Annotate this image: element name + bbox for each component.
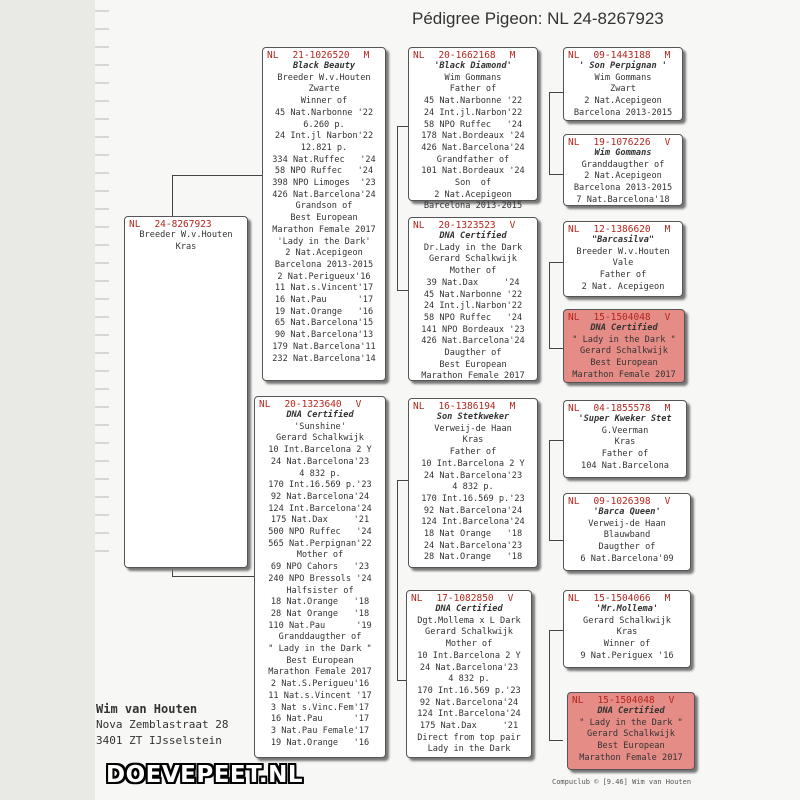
card-info-line: 7 Nat.Barcelona'18 [576, 194, 670, 205]
card-info-line: 24 Int.jl.Narbon'22 [423, 107, 523, 118]
ring-number: 20-1323523 [438, 220, 496, 231]
card-info-line: Gerard Schalkwijk [580, 346, 668, 357]
card-info-line: Gerard Schalkwijk [583, 615, 671, 626]
sex-marker: V [668, 695, 675, 706]
country-code: NL [568, 403, 580, 414]
card-info-line: G.Veerman [601, 425, 649, 436]
card-info-line: Barcelona 2013-2015 [573, 107, 673, 118]
card-info-line: 92 Nat.Barcelona'24 [270, 491, 370, 502]
card-info-line: Kras [462, 435, 484, 446]
country-code: NL [572, 695, 584, 706]
card-info-line: Halfsister of [286, 585, 354, 596]
owner-city: 3401 ZT IJsselstein [96, 734, 222, 747]
card-header [568, 403, 682, 414]
sex-marker: V [664, 496, 671, 507]
owner-street: Nova Zemblastraat 28 [96, 718, 229, 731]
card-info-line: 18 Nat.Orange '18 [270, 597, 370, 608]
sex-marker: V [507, 593, 514, 604]
card-info-line: 28 Nat Orange '18 [270, 608, 370, 619]
card-info-line: Kras [614, 437, 636, 448]
card-name-line: 'Black Diamond' [434, 61, 512, 71]
card-info-line: Father of [601, 449, 649, 460]
card-info-line: Direct from top pair [417, 732, 521, 743]
card-info-line: Best European [439, 359, 507, 370]
pedigree-card-sire-dam [408, 217, 538, 381]
card-info-line: 124 Int.Barcelona'24 [268, 503, 372, 514]
connector [549, 740, 563, 741]
card-info-line: " Lady in the Dark " [572, 334, 676, 345]
card-info-line: 10 Int.Barcelona 2 Y [417, 650, 521, 661]
card-header [129, 219, 243, 230]
owner-address [96, 701, 228, 749]
card-info-line: 24 Int.jl.Narbon'22 [423, 301, 523, 312]
connector [549, 540, 563, 541]
connector [549, 630, 563, 631]
card-info-line: 4 832 p. [448, 674, 490, 685]
card-info-line: 69 NPO Cahors '23 [270, 562, 370, 573]
card-info-line: 45 Nat.Narbonne '22 [274, 107, 374, 118]
card-info-line: 426 Nat.Barcelona'24 [421, 142, 525, 153]
card-info-line: Zwart [610, 84, 636, 95]
card-info-line: " Lady in the Dark " [268, 644, 372, 655]
card-info-line: 179 Nat.Barcelona'11 [272, 341, 376, 352]
pedigree-card-dds [563, 590, 691, 668]
card-info-line: 58 NPO Ruffec '24 [274, 166, 374, 177]
card-info-line: Marathon Female 2017 [572, 369, 676, 380]
pedigree-card-dsd [563, 493, 691, 571]
connector [172, 568, 173, 576]
card-info-line: 104 Nat.Barcelona [581, 460, 669, 471]
card-info-line: 'Lady in the Dark' [277, 236, 371, 247]
connector [549, 348, 563, 349]
card-info-line: 2 Nat.S.Perigueu'16 [270, 679, 370, 690]
connector [549, 262, 550, 348]
card-info-line: Gerard Schalkwijk [425, 627, 513, 638]
card-name-line: DNA Certified [590, 323, 658, 333]
card-info-line: Marathon Female 2017 [272, 224, 376, 235]
card-info-line: 170 Int.16.569 p.'23 [421, 493, 525, 504]
card-info-line: 4 832 p. [452, 482, 494, 493]
ring-number: 09-1443188 [593, 50, 651, 61]
country-code: NL [568, 593, 580, 604]
card-info-line: 2 Nat.Acepigeon [285, 248, 363, 259]
connector [549, 440, 563, 441]
ring-number: 20-1323640 [284, 399, 342, 410]
card-name-line: "Barcasilva" [591, 235, 655, 245]
card-info-line: Gerard Schalkwijk [429, 254, 517, 265]
pedigree-card-dss [563, 400, 687, 478]
country-code: NL [568, 224, 580, 235]
country-code: NL [259, 399, 271, 410]
country-code: NL [568, 50, 580, 61]
card-info-line: 2 Nat.Acepigeon [584, 96, 662, 107]
card-info-line: Best European [597, 741, 665, 752]
card-info-line: 10 Int.Barcelona 2 Y [268, 445, 372, 456]
card-info-line: Winner of [603, 639, 651, 650]
ring-number: 17-1082850 [436, 593, 494, 604]
pedigree-card-sire [262, 47, 386, 381]
sex-marker: V [664, 312, 671, 323]
card-header [572, 695, 690, 706]
card-info-line: 9 Nat.Periguex '16 [580, 650, 674, 661]
card-info-line: 45 Nat.Narbonne '22 [423, 96, 523, 107]
card-header [267, 50, 381, 61]
connector [549, 630, 550, 740]
card-info-line: 110 Nat.Pau '19 [268, 620, 372, 631]
card-info-line: 11 Nat.s.Vincent'17 [274, 283, 374, 294]
card-info-line: Grandson of [295, 201, 353, 212]
card-info-line: Winner of [300, 96, 348, 107]
card-name-line: Black Beauty [292, 61, 356, 71]
footer-credit: Compuclub © [9.46] Wim van Houten [552, 778, 692, 786]
connector [172, 175, 262, 176]
card-info-line: 6.260 p. [303, 119, 345, 130]
card-info-line: Lady in the Dark [427, 744, 511, 755]
sex-marker: V [509, 220, 516, 231]
card-info-line: Granddaugther of [278, 632, 362, 643]
card-info-line: Daugther of [444, 348, 502, 359]
ring-number: 15-1504048 [593, 312, 651, 323]
connector [549, 440, 550, 540]
card-info-line: Father of [599, 270, 647, 281]
card-info-line: Breeder W.v.Houten [139, 230, 233, 240]
card-info-line: 175 Nat.Dax '21 [270, 515, 370, 526]
card-info-line: 178 Nat.Bordeaux '24 [421, 131, 525, 142]
card-info-line: 45 Nat.Narbonne '22 [423, 289, 523, 300]
card-info-line: 10 Int.Barcelona 2 Y [421, 458, 525, 469]
ring-number: 16-1386194 [438, 401, 496, 412]
card-header [568, 496, 686, 507]
card-info-line: 426 Nat.Barcelona'24 [421, 336, 525, 347]
pedigree-card-dam-dam [406, 590, 532, 758]
pedigree-card-dam-sire [408, 398, 538, 568]
card-info-line: 101 Nat.Bordeaux '24 [421, 166, 525, 177]
card-header [413, 50, 533, 61]
country-code: NL [568, 312, 580, 323]
country-code: NL [267, 50, 279, 61]
connector [549, 174, 563, 175]
card-info-line: Granddaugther of [581, 159, 665, 170]
country-code: NL [413, 220, 425, 231]
card-info-line: 170 Int.16.569 p.'23 [417, 685, 521, 696]
card-name-line: DNA Certified [435, 604, 503, 614]
card-info-line: 24 Nat.Barcelona'23 [423, 470, 523, 481]
card-name-line: DNA Certified [439, 231, 507, 241]
ring-number: 04-1855578 [593, 403, 651, 414]
card-info-line: Gerard Schalkwijk [276, 433, 364, 444]
card-info-line: 398 NPO Limoges '23 [272, 178, 376, 189]
card-info-line: Daugther of [598, 542, 656, 553]
card-name-line: 'Barca Queen' [593, 507, 661, 517]
card-info-line: Marathon Female 2017 [268, 667, 372, 678]
ring-number: 24-8267923 [154, 219, 212, 230]
sex-marker: V [355, 399, 362, 410]
ring-number: 15-1504066 [593, 593, 651, 604]
card-info-line: 92 Nat.Barcelona'24 [419, 697, 519, 708]
card-info-line: Mother of [296, 550, 344, 561]
card-info-line: 2 Nat.Acepigeon [584, 171, 662, 182]
card-info-line: Best European [286, 655, 354, 666]
card-info-line: Father of [449, 447, 497, 458]
card-info-line: 175 Nat.Dax '21 [419, 721, 519, 732]
pedigree-card-sdd [563, 309, 685, 383]
connector [397, 126, 398, 290]
card-header [259, 399, 381, 410]
country-code: NL [411, 593, 423, 604]
card-name-line: 'Super Kweker Stet [578, 414, 672, 424]
connector [549, 92, 563, 93]
sex-marker: M [509, 50, 516, 61]
card-info-line: Verweij-de Haan [434, 423, 512, 434]
pedigree-card-ssd [563, 134, 683, 206]
card-info-line: Breeder W.v.Houten [277, 72, 371, 83]
card-info-line: 232 Nat.Barcelona'14 [272, 353, 376, 364]
country-code: NL [129, 219, 141, 230]
card-info-line: Blauwband [603, 530, 651, 541]
card-info-line: 24 Int.jl Narbon'22 [274, 131, 374, 142]
card-info-line: 3 Nat.Pau Female'17 [270, 725, 370, 736]
card-info-line: 92 Nat.Barcelona'24 [423, 505, 523, 516]
pedigree-card-sds [563, 221, 683, 297]
card-info-line: 565 Nat.Perpignan'22 [268, 538, 372, 549]
sex-marker: M [363, 50, 370, 61]
card-info-line: 19 Nat.Orange '16 [274, 306, 374, 317]
binder-holes [95, 0, 109, 560]
card-info-line: 58 NPO Ruffec '24 [423, 312, 523, 323]
pedigree-card-sire-sire [408, 47, 538, 212]
watermark: DOEVEPEET.NL [106, 762, 303, 788]
card-info-line: Zwarte [308, 84, 340, 95]
card-header [411, 593, 527, 604]
card-info-line: Son of [454, 178, 492, 189]
card-info-line: Dgt.Mollema x L Dark [417, 615, 521, 626]
card-info-line: 500 NPO Ruffec '24 [268, 527, 372, 538]
ring-number: 20-1662168 [438, 50, 496, 61]
card-info-line: 2 Nat. Acepigeon [581, 281, 665, 292]
pedigree-card-dam [254, 396, 386, 758]
card-info-line: 16 Nat.Pau '17 [270, 714, 370, 725]
card-info-line: 12.821 p. [300, 142, 348, 153]
card-info-line: " Lady in the Dark " [579, 717, 683, 728]
card-info-line: Kras [616, 627, 638, 638]
card-info-line: Grandfather of [436, 154, 510, 165]
page-title: Pédigree Pigeon: NL 24-8267923 [412, 9, 664, 28]
sex-marker: M [509, 401, 516, 412]
card-info-line: Kras [175, 241, 197, 252]
card-info-line: Marathon Female 2017 [579, 752, 683, 763]
sex-marker: M [664, 224, 671, 235]
country-code: NL [413, 401, 425, 412]
card-info-line: Father of [449, 84, 497, 95]
card-header [413, 220, 533, 231]
sex-marker: M [664, 403, 671, 414]
card-info-line: Wim Gommans [594, 72, 652, 83]
card-info-line: 2 Nat.Acepigeon [434, 189, 512, 200]
ring-number: 09-1026398 [593, 496, 651, 507]
card-info-line: 65 Nat.Barcelona'15 [274, 318, 374, 329]
card-info-line: Dr.Lady in the Dark [423, 242, 523, 253]
card-info-line: 2 Nat.Perigueux'16 [277, 271, 371, 282]
ring-number: 21-1026520 [292, 50, 350, 61]
card-name-line: Wim Gommans [594, 148, 652, 158]
card-info-line: Breeder W.v.Houten [576, 246, 670, 257]
card-info-line: 141 NPO Bordeaux '23 [421, 324, 525, 335]
card-info-line: Best European [290, 213, 358, 224]
pedigree-card-sss [563, 47, 683, 121]
card-name-line: ' Son Perpignan ' [579, 61, 667, 71]
card-header [568, 593, 686, 604]
country-code: NL [413, 50, 425, 61]
owner-name: Wim van Houten [96, 702, 198, 716]
card-header [568, 50, 678, 61]
connector [172, 576, 258, 577]
card-info-line: Vale [612, 258, 634, 269]
card-info-line: Mother of [449, 266, 497, 277]
card-info-line: 3 Nat s.Vinc.Fem'17 [270, 702, 370, 713]
card-info-line: 19 Nat.Orange '16 [270, 737, 370, 748]
card-info-line: 16 Nat.Pau '17 [274, 295, 374, 306]
card-info-line: 11 Nat.s.Vincent '17 [268, 690, 372, 701]
card-info-line: Marathon Female 2017 [421, 371, 525, 382]
sex-marker: V [664, 137, 671, 148]
card-name-line: DNA Certified [286, 410, 354, 420]
card-info-line: 170 Int.16.569 p.'23 [268, 480, 372, 491]
ring-number: 12-1386620 [593, 224, 651, 235]
connector [549, 92, 550, 174]
pedigree-card-ddd [567, 692, 695, 770]
country-code: NL [568, 137, 580, 148]
connector [397, 480, 398, 680]
card-info-line: 58 NPO Ruffec '24 [423, 119, 523, 130]
card-info-line: Gerard Schalkwijk [587, 729, 675, 740]
card-info-line: 334 Nat.Ruffec '24 [272, 154, 376, 165]
card-info-line: 28 Nat.Orange '18 [423, 552, 523, 563]
country-code: NL [568, 496, 580, 507]
card-info-line: Mother of [445, 639, 493, 650]
sex-marker: M [664, 593, 671, 604]
connector [172, 175, 173, 221]
card-info-line: 90 Nat.Barcelona'13 [274, 330, 374, 341]
card-info-line: 124 Int.Barcelona'24 [417, 709, 521, 720]
ring-number: 15-1504048 [597, 695, 655, 706]
card-header [413, 401, 533, 412]
card-info-line: Best European [590, 358, 658, 369]
card-info-line: 18 Nat Orange '18 [423, 529, 523, 540]
card-info-line: Barcelona 2013-2015 [274, 259, 374, 270]
card-name-line: 'Mr.Mollema' [595, 604, 659, 614]
card-info-line: 24 Nat.Barcelona'23 [419, 662, 519, 673]
card-name-line: Son Stetkweker [436, 412, 510, 422]
card-info-line: 426 Nat.Barcelona'24 [272, 189, 376, 200]
card-info-line: 'Sunshine' [294, 421, 346, 432]
card-header [568, 312, 680, 323]
card-info-line: 4 832 p. [299, 468, 341, 479]
card-info-line: Wim Gommans [444, 72, 502, 83]
connector [549, 262, 563, 263]
card-info-line: Barcelona 2013-2015 [573, 183, 673, 194]
card-name-line: DNA Certified [597, 706, 665, 716]
card-header [568, 137, 678, 148]
card-info-line: 24 Nat.Barcelona'23 [270, 456, 370, 467]
card-info-line: 240 NPO Bressols '24 [268, 573, 372, 584]
card-info-line: 39 Nat.Dax '24 [426, 277, 520, 288]
card-info-line: 24 Nat.Barcelona'23 [423, 540, 523, 551]
card-info-line: Barcelona 2013-2015 [423, 201, 523, 212]
ring-number: 19-1076226 [593, 137, 651, 148]
pedigree-card-subject [124, 216, 248, 568]
sex-marker: M [664, 50, 671, 61]
card-header [568, 224, 678, 235]
card-info-line: Verweij-de Haan [588, 518, 666, 529]
card-info-line: 124 Int.Barcelona'24 [421, 517, 525, 528]
card-info-line: 6 Nat.Barcelona'09 [580, 553, 674, 564]
